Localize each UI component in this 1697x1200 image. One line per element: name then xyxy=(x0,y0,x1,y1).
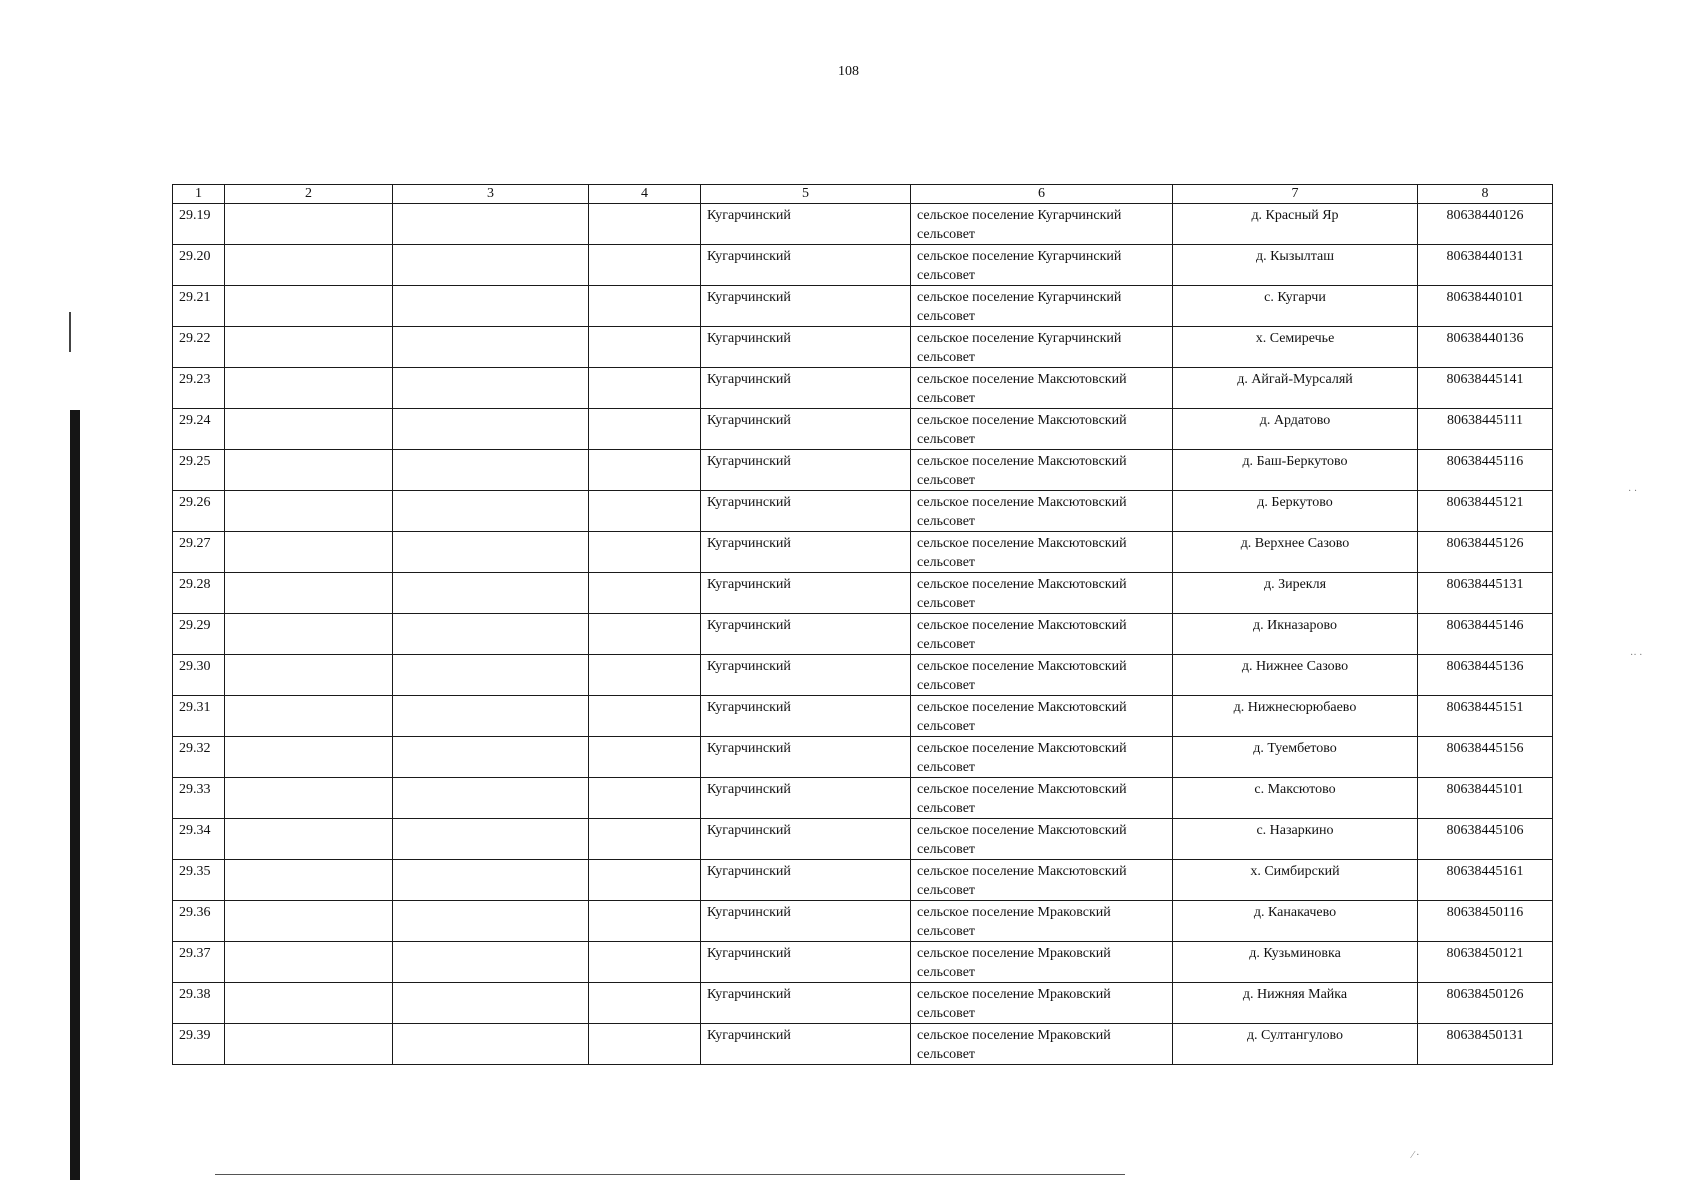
table-row xyxy=(173,532,1553,573)
cell-number: 29.19 xyxy=(173,204,225,245)
cell-code: 80638445141 xyxy=(1418,368,1553,409)
table-row xyxy=(173,942,1553,983)
cell-col2 xyxy=(225,860,393,901)
cell-col4 xyxy=(589,573,701,614)
cell-col4 xyxy=(589,532,701,573)
cell-settlement: сельское поселение Максютовский сельсовет xyxy=(911,778,1173,819)
scan-speck: · · xyxy=(1628,486,1638,497)
table-row xyxy=(173,778,1553,819)
cell-col2 xyxy=(225,532,393,573)
table-row xyxy=(173,696,1553,737)
cell-col4 xyxy=(589,901,701,942)
cell-settlement: сельское поселение Максютовский сельсовет xyxy=(911,737,1173,778)
cell-col3 xyxy=(393,286,589,327)
cell-code: 80638450126 xyxy=(1418,983,1553,1024)
cell-col4 xyxy=(589,778,701,819)
cell-code: 80638445116 xyxy=(1418,450,1553,491)
cell-number: 29.31 xyxy=(173,696,225,737)
cell-col2 xyxy=(225,737,393,778)
cell-locality: д. Нижнесюрюбаево xyxy=(1173,696,1418,737)
cell-district: Кугарчинский xyxy=(701,450,911,491)
cell-number: 29.23 xyxy=(173,368,225,409)
cell-code: 80638445136 xyxy=(1418,655,1553,696)
cell-col2 xyxy=(225,819,393,860)
cell-number: 29.20 xyxy=(173,245,225,286)
cell-locality: х. Семиречье xyxy=(1173,327,1418,368)
cell-col2 xyxy=(225,368,393,409)
cell-district: Кугарчинский xyxy=(701,1024,911,1065)
cell-settlement: сельское поселение Максютовский сельсовет xyxy=(911,532,1173,573)
cell-col4 xyxy=(589,286,701,327)
cell-col2 xyxy=(225,204,393,245)
table-row xyxy=(173,901,1553,942)
column-header-1: 1 xyxy=(173,185,225,204)
cell-col2 xyxy=(225,491,393,532)
cell-col3 xyxy=(393,450,589,491)
cell-district: Кугарчинский xyxy=(701,286,911,327)
table-body xyxy=(173,204,1553,1065)
cell-col4 xyxy=(589,491,701,532)
table-row xyxy=(173,409,1553,450)
cell-code: 80638445101 xyxy=(1418,778,1553,819)
cell-locality: д. Беркутово xyxy=(1173,491,1418,532)
cell-code: 80638450131 xyxy=(1418,1024,1553,1065)
cell-district: Кугарчинский xyxy=(701,901,911,942)
table-header-row xyxy=(173,185,1553,204)
cell-settlement: сельское поселение Мраковский сельсовет xyxy=(911,901,1173,942)
cell-col4 xyxy=(589,696,701,737)
cell-col4 xyxy=(589,942,701,983)
cell-code: 80638445106 xyxy=(1418,819,1553,860)
cell-locality: д. Икназарово xyxy=(1173,614,1418,655)
cell-number: 29.25 xyxy=(173,450,225,491)
cell-number: 29.35 xyxy=(173,860,225,901)
cell-district: Кугарчинский xyxy=(701,409,911,450)
cell-col4 xyxy=(589,614,701,655)
cell-settlement: сельское поселение Максютовский сельсовет xyxy=(911,614,1173,655)
cell-district: Кугарчинский xyxy=(701,860,911,901)
cell-col3 xyxy=(393,327,589,368)
cell-col2 xyxy=(225,655,393,696)
cell-number: 29.32 xyxy=(173,737,225,778)
cell-code: 80638440126 xyxy=(1418,204,1553,245)
table-row xyxy=(173,450,1553,491)
cell-settlement: сельское поселение Максютовский сельсовет xyxy=(911,696,1173,737)
cell-code: 80638440131 xyxy=(1418,245,1553,286)
cell-district: Кугарчинский xyxy=(701,819,911,860)
cell-col2 xyxy=(225,286,393,327)
cell-col2 xyxy=(225,983,393,1024)
cell-number: 29.24 xyxy=(173,409,225,450)
cell-settlement: сельское поселение Максютовский сельсовет xyxy=(911,450,1173,491)
cell-col3 xyxy=(393,737,589,778)
cell-code: 80638445131 xyxy=(1418,573,1553,614)
cell-settlement: сельское поселение Мраковский сельсовет xyxy=(911,983,1173,1024)
cell-locality: д. Нижняя Майка xyxy=(1173,983,1418,1024)
cell-number: 29.27 xyxy=(173,532,225,573)
cell-col2 xyxy=(225,696,393,737)
cell-col3 xyxy=(393,204,589,245)
table-row xyxy=(173,491,1553,532)
cell-col3 xyxy=(393,614,589,655)
cell-number: 29.37 xyxy=(173,942,225,983)
scan-speck: ⁄ · xyxy=(1412,1150,1420,1161)
cell-district: Кугарчинский xyxy=(701,942,911,983)
cell-code: 80638445161 xyxy=(1418,860,1553,901)
table-row xyxy=(173,368,1553,409)
table-row xyxy=(173,614,1553,655)
cell-settlement: сельское поселение Максютовский сельсовет xyxy=(911,409,1173,450)
cell-col4 xyxy=(589,737,701,778)
cell-col3 xyxy=(393,655,589,696)
cell-settlement: сельское поселение Максютовский сельсовет xyxy=(911,491,1173,532)
cell-settlement: сельское поселение Кугарчинский сельсовет xyxy=(911,286,1173,327)
cell-code: 80638450116 xyxy=(1418,901,1553,942)
column-header-3: 3 xyxy=(393,185,589,204)
cell-code: 80638445121 xyxy=(1418,491,1553,532)
cell-locality: д. Туембетово xyxy=(1173,737,1418,778)
cell-col4 xyxy=(589,204,701,245)
table-row xyxy=(173,286,1553,327)
cell-col4 xyxy=(589,1024,701,1065)
cell-locality: д. Ардатово xyxy=(1173,409,1418,450)
cell-col3 xyxy=(393,409,589,450)
cell-code: 80638445111 xyxy=(1418,409,1553,450)
cell-locality: д. Кузьминовка xyxy=(1173,942,1418,983)
cell-locality: д. Зирекля xyxy=(1173,573,1418,614)
cell-code: 80638445126 xyxy=(1418,532,1553,573)
cell-code: 80638440101 xyxy=(1418,286,1553,327)
cell-col2 xyxy=(225,942,393,983)
cell-code: 80638445156 xyxy=(1418,737,1553,778)
cell-district: Кугарчинский xyxy=(701,778,911,819)
table-row xyxy=(173,737,1553,778)
cell-locality: д. Айгай-Мурсаляй xyxy=(1173,368,1418,409)
cell-col3 xyxy=(393,942,589,983)
cell-col4 xyxy=(589,450,701,491)
column-header-8: 8 xyxy=(1418,185,1553,204)
cell-district: Кугарчинский xyxy=(701,245,911,286)
cell-col2 xyxy=(225,327,393,368)
cell-locality: х. Симбирский xyxy=(1173,860,1418,901)
cell-settlement: сельское поселение Максютовский сельсовет xyxy=(911,860,1173,901)
cell-col4 xyxy=(589,655,701,696)
cell-number: 29.34 xyxy=(173,819,225,860)
cell-col3 xyxy=(393,860,589,901)
cell-col3 xyxy=(393,532,589,573)
cell-district: Кугарчинский xyxy=(701,655,911,696)
cell-number: 29.30 xyxy=(173,655,225,696)
cell-locality: д. Верхнее Сазово xyxy=(1173,532,1418,573)
cell-settlement: сельское поселение Максютовский сельсовет xyxy=(911,573,1173,614)
cell-district: Кугарчинский xyxy=(701,573,911,614)
cell-number: 29.39 xyxy=(173,1024,225,1065)
cell-settlement: сельское поселение Максютовский сельсовет xyxy=(911,819,1173,860)
cell-col2 xyxy=(225,409,393,450)
cell-locality: с. Назаркино xyxy=(1173,819,1418,860)
cell-col3 xyxy=(393,778,589,819)
cell-col2 xyxy=(225,1024,393,1065)
cell-col3 xyxy=(393,696,589,737)
cell-district: Кугарчинский xyxy=(701,696,911,737)
cell-col4 xyxy=(589,368,701,409)
column-header-4: 4 xyxy=(589,185,701,204)
table-row xyxy=(173,204,1553,245)
bottom-rule xyxy=(215,1174,1125,1175)
cell-settlement: сельское поселение Максютовский сельсовет xyxy=(911,655,1173,696)
column-header-5: 5 xyxy=(701,185,911,204)
cell-number: 29.26 xyxy=(173,491,225,532)
cell-locality: д. Кызылташ xyxy=(1173,245,1418,286)
scan-edge-mark xyxy=(69,312,71,352)
cell-number: 29.38 xyxy=(173,983,225,1024)
cell-number: 29.21 xyxy=(173,286,225,327)
cell-col3 xyxy=(393,983,589,1024)
column-header-2: 2 xyxy=(225,185,393,204)
cell-number: 29.29 xyxy=(173,614,225,655)
cell-number: 29.28 xyxy=(173,573,225,614)
cell-locality: д. Красный Яр xyxy=(1173,204,1418,245)
cell-settlement: сельское поселение Максютовский сельсовет xyxy=(911,368,1173,409)
cell-locality: с. Максютово xyxy=(1173,778,1418,819)
cell-settlement: сельское поселение Кугарчинский сельсовет xyxy=(911,327,1173,368)
cell-district: Кугарчинский xyxy=(701,368,911,409)
table-row xyxy=(173,983,1553,1024)
cell-locality: с. Кугарчи xyxy=(1173,286,1418,327)
cell-col2 xyxy=(225,614,393,655)
cell-code: 80638445146 xyxy=(1418,614,1553,655)
table-row xyxy=(173,573,1553,614)
cell-district: Кугарчинский xyxy=(701,327,911,368)
cell-number: 29.33 xyxy=(173,778,225,819)
cell-col4 xyxy=(589,327,701,368)
cell-col2 xyxy=(225,573,393,614)
cell-col2 xyxy=(225,778,393,819)
cell-col4 xyxy=(589,860,701,901)
cell-district: Кугарчинский xyxy=(701,532,911,573)
scan-speck: ·· · xyxy=(1630,650,1643,661)
cell-col4 xyxy=(589,409,701,450)
cell-col3 xyxy=(393,819,589,860)
table-row xyxy=(173,819,1553,860)
cell-settlement: сельское поселение Мраковский сельсовет xyxy=(911,1024,1173,1065)
table-row xyxy=(173,860,1553,901)
cell-col3 xyxy=(393,245,589,286)
cell-district: Кугарчинский xyxy=(701,204,911,245)
cell-locality: д. Канакачево xyxy=(1173,901,1418,942)
cell-col4 xyxy=(589,819,701,860)
cell-col4 xyxy=(589,983,701,1024)
scan-edge-bar xyxy=(70,410,80,1180)
cell-col3 xyxy=(393,368,589,409)
table-row xyxy=(173,1024,1553,1065)
cell-locality: д. Нижнее Сазово xyxy=(1173,655,1418,696)
cell-district: Кугарчинский xyxy=(701,737,911,778)
cell-district: Кугарчинский xyxy=(701,983,911,1024)
cell-district: Кугарчинский xyxy=(701,491,911,532)
cell-col4 xyxy=(589,245,701,286)
table-row xyxy=(173,655,1553,696)
cell-code: 80638445151 xyxy=(1418,696,1553,737)
page-number: 108 xyxy=(838,64,859,79)
table-row xyxy=(173,245,1553,286)
cell-district: Кугарчинский xyxy=(701,614,911,655)
cell-number: 29.36 xyxy=(173,901,225,942)
cell-col2 xyxy=(225,901,393,942)
cell-locality: д. Баш-Беркутово xyxy=(1173,450,1418,491)
cell-col3 xyxy=(393,1024,589,1065)
cell-locality: д. Султангулово xyxy=(1173,1024,1418,1065)
cell-col3 xyxy=(393,901,589,942)
cell-settlement: сельское поселение Кугарчинский сельсовет xyxy=(911,245,1173,286)
column-header-6: 6 xyxy=(911,185,1173,204)
cell-col3 xyxy=(393,573,589,614)
cell-code: 80638450121 xyxy=(1418,942,1553,983)
table-row xyxy=(173,327,1553,368)
column-header-7: 7 xyxy=(1173,185,1418,204)
cell-col2 xyxy=(225,450,393,491)
cell-settlement: сельское поселение Кугарчинский сельсовет xyxy=(911,204,1173,245)
cell-number: 29.22 xyxy=(173,327,225,368)
settlements-table xyxy=(172,184,1553,1065)
cell-code: 80638440136 xyxy=(1418,327,1553,368)
cell-settlement: сельское поселение Мраковский сельсовет xyxy=(911,942,1173,983)
cell-col3 xyxy=(393,491,589,532)
cell-col2 xyxy=(225,245,393,286)
